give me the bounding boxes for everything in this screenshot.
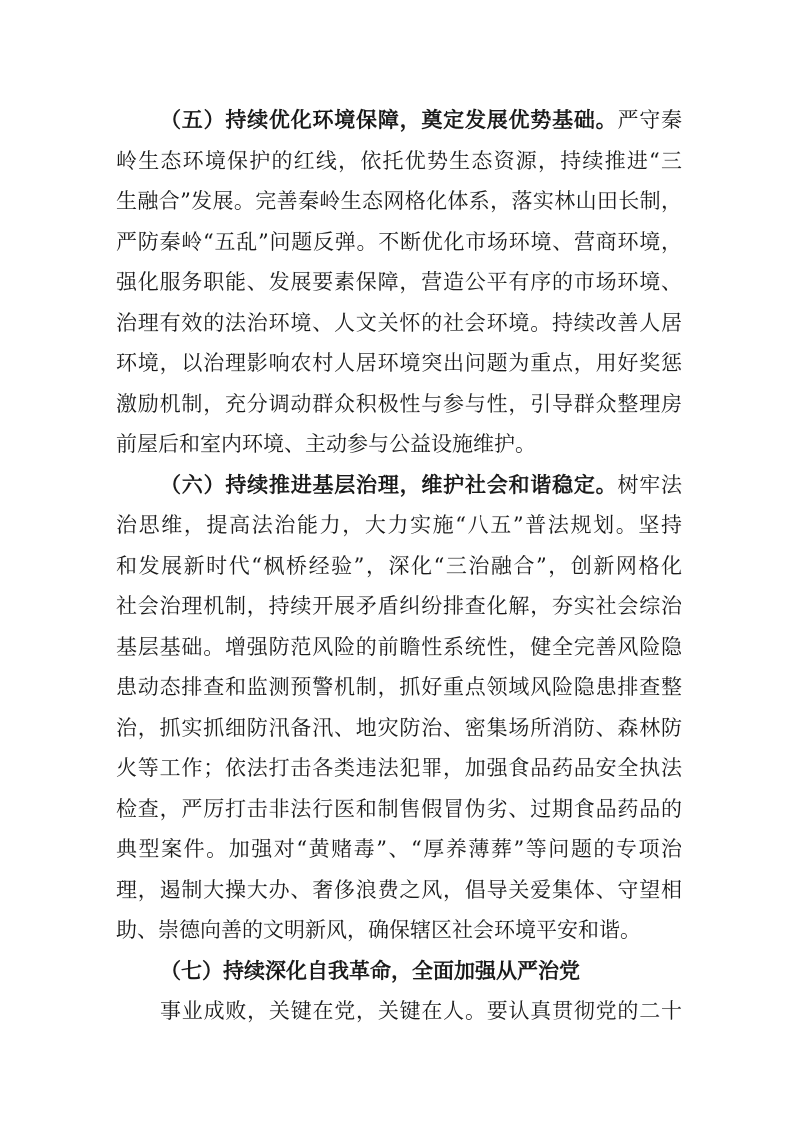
paragraph-first-line: 事业成败，关键在党，关键在人。要认真贯彻党的二十 xyxy=(160,999,682,1023)
paragraph-7-heading xyxy=(116,951,682,992)
text-line: 社会治理机制，持续开展矛盾纠纷排查化解，夯实社会综治 xyxy=(116,594,682,618)
text-line: 基层基础。增强防范风险的前瞻性系统性，健全完善风险隐 xyxy=(116,634,682,659)
text-line: 环境，以治理影响农村人居环境突出问题为重点，用好奖惩 xyxy=(116,351,682,375)
body-text xyxy=(116,100,682,1032)
text-line: 生融合”发展。完善秦岭生态网格化体系，落实林山田长制， xyxy=(116,189,682,213)
paragraph-first-line xyxy=(116,465,682,506)
paragraph-8 xyxy=(116,991,682,1032)
text-line: 治理有效的法治环境、人文关怀的社会环境。持续改善人居 xyxy=(116,310,682,335)
text-line: 检查，严厉打击非法行医和制售假冒伪劣、过期食品药品的 xyxy=(116,796,682,821)
text-line: 理，遏制大操大办、奢侈浪费之风，倡导关爱集体、守望相 xyxy=(116,877,682,902)
text-line: 治思维，提高法治能力，大力实施“八五”普法规划。坚持 xyxy=(116,513,682,537)
text-line: 火等工作；依法打击各类违法犯罪，加强食品药品安全执法 xyxy=(116,756,682,780)
text-line: 前屋后和室内环境、主动参与公益设施维护。 xyxy=(116,432,536,456)
text-line: 典型案件。加强对“黄赌毒”、“厚养薄葬”等问题的专项治 xyxy=(116,837,682,861)
text-run: 树牢法 xyxy=(617,472,683,497)
section-heading: （五）持续优化环境保障，奠定发展优势基础。 xyxy=(160,108,618,132)
text-line: 治，抓实抓细防汛备汛、地灾防治、密集场所消防、森林防 xyxy=(116,715,682,740)
text-run: 严守秦 xyxy=(617,108,683,132)
section-heading: （七）持续深化自我革命，全面加强从严治党 xyxy=(160,958,580,983)
paragraph-first-line xyxy=(116,100,682,141)
paragraph-first-line xyxy=(116,951,682,992)
text-line: 激励机制，充分调动群众积极性与参与性，引导群众整理房 xyxy=(116,391,682,416)
paragraph-5 xyxy=(116,100,682,465)
section-heading: （六）持续推进基层治理，维护社会和谐稳定。 xyxy=(160,472,618,497)
text-line: 严防秦岭“五乱”问题反弹。不断优化市场环境、营商环境， xyxy=(116,229,682,254)
text-line: 岭生态环境保护的红线，依托优势生态资源，持续推进“三 xyxy=(116,148,682,173)
text-line: 患动态排查和监测预警机制，抓好重点领域风险隐患排查整 xyxy=(116,675,682,699)
text-line: 助、崇德向善的文明新风，确保辖区社会环境平安和谐。 xyxy=(116,918,641,942)
paragraph-6 xyxy=(116,465,682,951)
text-line: 强化服务职能、发展要素保障，营造公平有序的市场环境、 xyxy=(116,270,682,294)
text-line: 和发展新时代“枫桥经验”，深化“三治融合”，创新网格化 xyxy=(116,553,682,578)
